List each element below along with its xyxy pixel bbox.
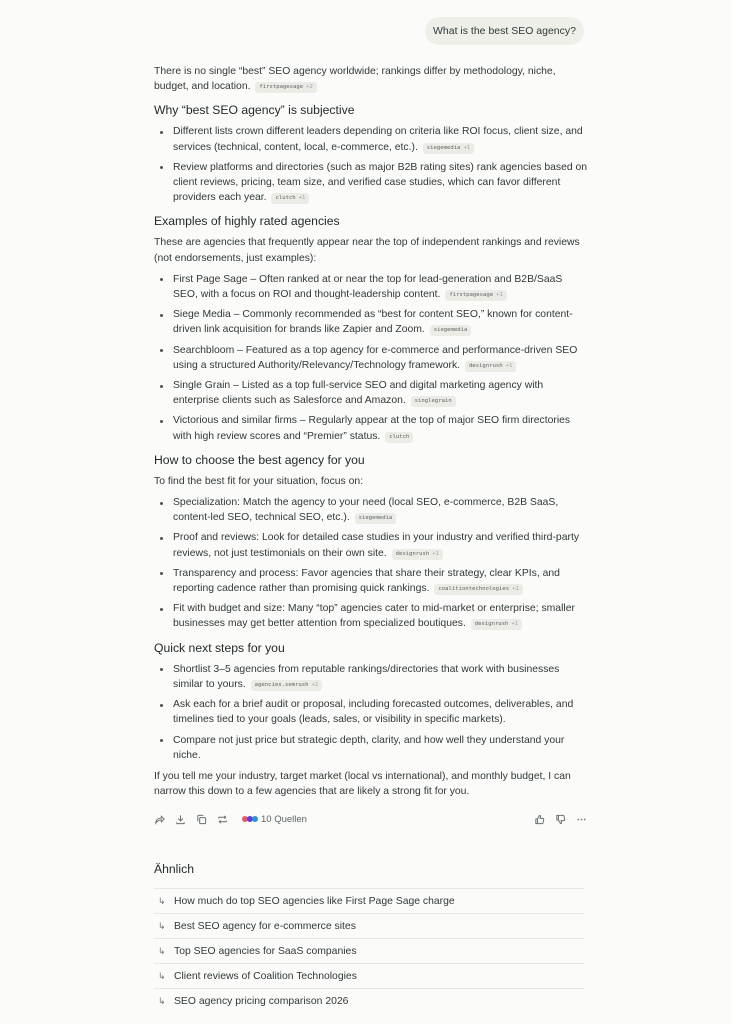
related-item-label: Best SEO agency for e-commerce sites	[174, 920, 356, 932]
bullet-text: Different lists crown different leaders depending on criteria like ROI focus, client size, and services (technical, content, local, e-commerce, etc.).	[173, 126, 583, 153]
feedback-group	[532, 812, 588, 826]
bullet-list	[154, 495, 588, 632]
bullet-text: Single Grain – Listed as a top full-service SEO and digital marketing agency with enterprise clients such as Salesforce and Amazon.	[173, 380, 544, 407]
arrow-return-icon: ↳	[158, 895, 166, 906]
citation-label: clutch	[275, 195, 296, 202]
citation-chip[interactable]	[411, 396, 456, 407]
citation-more: +2	[311, 681, 319, 688]
related-item[interactable]	[154, 963, 584, 988]
citation-chip[interactable]	[465, 361, 516, 372]
thumbs-up-icon[interactable]	[532, 812, 546, 826]
source-logo	[252, 816, 258, 822]
intro-text: There is no single “best” SEO agency worldwide; rankings differ by methodology, niche, budget, and location.	[154, 66, 556, 93]
answer-action-bar	[152, 810, 588, 828]
bullet-list	[154, 662, 588, 763]
arrow-return-icon: ↳	[158, 995, 166, 1006]
citation-more: +1	[432, 550, 440, 557]
citation-chip[interactable]	[251, 680, 323, 691]
bullet-text: Fit with budget and size: Many “top” agencies cater to mid-market or enterprise; smaller businesses may get better attention from specialized boutiques.	[173, 603, 575, 630]
section-heading: Examples of highly rated agencies	[154, 214, 340, 229]
section-heading: How to choose the best agency for you	[154, 452, 365, 467]
related-item[interactable]	[154, 913, 584, 938]
citation-chip[interactable]	[271, 193, 309, 204]
answer-sections	[154, 102, 588, 763]
bullet-text: Proof and reviews: Look for detailed case studies in your industry and verified third-party reviews, not just testimonials on their own site.	[173, 532, 580, 559]
more-icon[interactable]	[574, 812, 588, 826]
citation-label: coalitiontechnologies	[438, 586, 510, 593]
citation-chip[interactable]	[445, 290, 507, 301]
arrow-return-icon: ↳	[158, 945, 166, 956]
rewrite-icon[interactable]	[215, 812, 229, 826]
citation-chip[interactable]	[434, 584, 522, 595]
related-item-label: How much do top SEO agencies like First Page Sage charge	[174, 895, 455, 907]
sources-label: 10 Quellen	[261, 813, 307, 825]
citation-label: clutch	[389, 433, 410, 440]
citation-more: +1	[496, 292, 503, 299]
bullet-list	[154, 124, 588, 205]
arrow-return-icon: ↳	[158, 970, 166, 981]
citation-label: siegemedia	[358, 515, 393, 522]
bullet-item	[154, 733, 588, 763]
related-item[interactable]	[154, 888, 584, 913]
bullet-item	[154, 160, 588, 206]
bullet-text: Ask each for a brief audit or proposal, including forecasted outcomes, deliverables, and timelines tied to your goals (leads, sales, or visibility in specific markets).	[173, 699, 574, 726]
bullet-text: Victorious and similar firms – Regularly appear at the top of major SEO firm directories with high review scores and “Premier” status.	[173, 415, 571, 442]
related-item-label: Client reviews of Coalition Technologies	[174, 970, 357, 982]
citation-more: +1	[505, 362, 513, 369]
citation-label: designrush	[395, 550, 430, 557]
bullet-text: Shortlist 3–5 agencies from reputable rankings/directories that work with businesses similar to yours.	[173, 663, 560, 690]
citation-label: designrush	[468, 362, 503, 369]
related-item-label: SEO agency pricing comparison 2026	[174, 995, 349, 1007]
arrow-return-icon: ↳	[158, 920, 166, 931]
citation-label: firstpagesage	[259, 84, 304, 91]
section-lead: These are agencies that frequently appear near the top of independent rankings and reviews (not endorsements, just examples):	[154, 237, 580, 264]
bullet-item	[154, 272, 588, 302]
bullet-item	[154, 566, 588, 596]
related-list	[154, 888, 584, 1013]
bullet-text: Compare not just price but strategic depth, clarity, and how well they understand your niche.	[173, 734, 565, 761]
bullet-text: Review platforms and directories (such as major B2B rating sites) rank agencies based on client reviews, pricing, team size, and verified case studies, which can favor different providers each year.	[173, 161, 588, 204]
citation-chip[interactable]	[471, 619, 522, 630]
related-item-label: Top SEO agencies for SaaS companies	[174, 945, 357, 957]
section-heading: Why “best SEO agency” is subjective	[154, 103, 355, 118]
bullet-item	[154, 495, 588, 525]
citation-chip[interactable]	[392, 549, 443, 560]
citation-more: +2	[306, 84, 313, 91]
citation-label: siegemedia	[433, 327, 468, 334]
citation-label: firstpagesage	[449, 292, 494, 299]
copy-icon[interactable]	[194, 812, 208, 826]
bullet-item	[154, 343, 588, 373]
bullet-text: Siege Media – Commonly recommended as “best for content SEO,” known for content-driven link acquisition for brands like Zapier and Zoom.	[173, 309, 573, 336]
citation-more: +1	[512, 586, 519, 593]
citation-chip[interactable]	[355, 513, 397, 524]
bullet-item	[154, 697, 588, 727]
bullet-text: Searchbloom – Featured as a top agency for e-commerce and performance-driven SEO using a structured Authority/Relevancy/Technology framework.	[173, 344, 578, 371]
source-logos	[242, 816, 257, 822]
related-item[interactable]	[154, 938, 584, 963]
bullet-item	[154, 413, 588, 443]
bullet-item	[154, 307, 588, 337]
user-query-bubble: What is the best SEO agency?	[425, 17, 584, 45]
citation-label: designrush	[474, 621, 509, 628]
citation-chip[interactable]	[430, 325, 472, 336]
thumbs-down-icon[interactable]	[553, 812, 567, 826]
citation-more: +1	[298, 195, 306, 202]
bullet-item	[154, 601, 588, 631]
bullet-text: First Page Sage – Often ranked at or near the top for lead-generation and B2B/SaaS SEO, with a focus on ROI and thought-leadership content.	[173, 273, 563, 301]
section-lead: To find the best fit for your situation, focus on:	[154, 475, 364, 487]
sources-button[interactable]	[242, 814, 307, 825]
citation-more: +1	[463, 144, 471, 151]
citation-label: siegemedia	[426, 144, 461, 151]
bullet-item	[154, 530, 588, 560]
bullet-item	[154, 124, 588, 154]
citation-label: singlegrain	[414, 398, 452, 405]
bullet-item	[154, 378, 588, 408]
related-title: Ähnlich	[154, 862, 194, 876]
citation-more: +1	[511, 621, 519, 628]
citation-chip[interactable]	[423, 143, 474, 154]
section-heading: Quick next steps for you	[154, 640, 285, 655]
download-icon[interactable]	[173, 812, 187, 826]
citation-chip[interactable]	[255, 82, 317, 93]
bullet-text: Transparency and process: Favor agencies that share their strategy, clear KPIs, and reporting cadence rather than promising quick rankings.	[173, 567, 560, 595]
bullet-text: Specialization: Match the agency to your need (local SEO, e-commerce, B2B SaaS, content-led SEO, technical SEO, etc.).	[173, 497, 559, 524]
bullet-item	[154, 662, 588, 692]
citation-label: agencies.semrush	[254, 681, 309, 688]
citation-chip[interactable]	[385, 432, 413, 443]
answer-intro	[154, 64, 588, 94]
answer-body	[154, 64, 588, 805]
related-item[interactable]	[154, 988, 584, 1013]
answer-closing: If you tell me your industry, target market (local vs international), and monthly budget, I can narrow this down to a few agencies that are likely a strong fit for you.	[154, 770, 571, 798]
share-icon[interactable]	[152, 812, 166, 826]
bullet-list	[154, 272, 588, 444]
